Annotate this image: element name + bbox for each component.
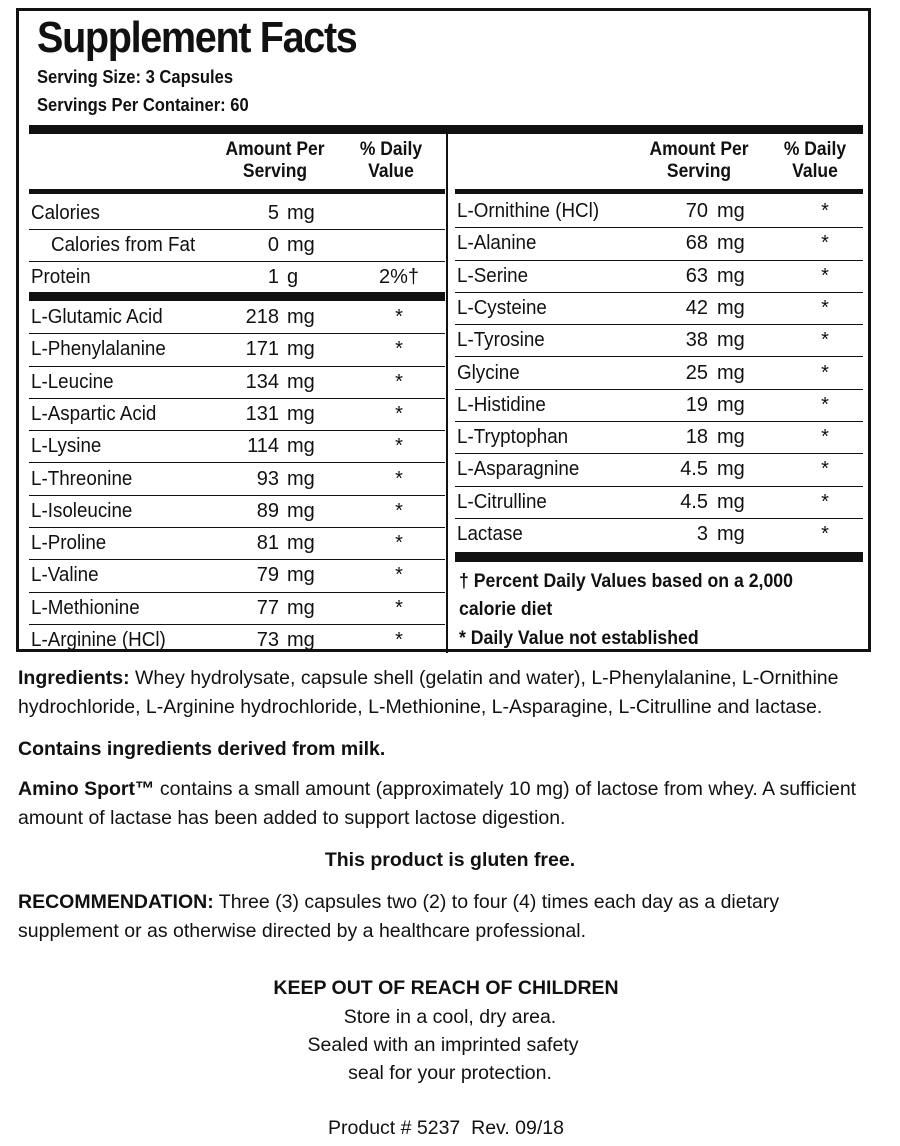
nutrient-amount: 3 [696, 523, 708, 545]
nutrient-row [29, 399, 445, 431]
nutrient-amount: 1 [267, 266, 279, 288]
nutrient-unit: mg [287, 234, 315, 256]
servings-per-container: Servings Per Container: 60 [37, 95, 249, 115]
nutrient-unit: mg [717, 393, 745, 416]
nutrient-daily-value: * [821, 264, 829, 287]
nutrient-amount: 68 [685, 232, 708, 255]
amount-header-line2: Serving [666, 161, 732, 182]
gluten-free-statement: This product is gluten free. [324, 849, 576, 871]
column-divider [446, 133, 448, 653]
nutrient-name: L-Phenylalanine [31, 338, 166, 361]
nutrient-row [455, 519, 863, 551]
nutrient-unit: mg [717, 523, 745, 545]
nutrient-name: L-Threonine [31, 467, 133, 490]
nutrient-name: Protein [31, 266, 91, 288]
nutrient-name: Glycine [457, 361, 520, 384]
nutrient-unit: mg [717, 361, 745, 384]
nutrient-daily-value: * [395, 402, 403, 425]
nutrient-name: L-Glutamic Acid [31, 306, 163, 328]
nutrient-name: Calories from Fat [51, 234, 196, 256]
nutrient-row [29, 560, 445, 592]
nutrient-amount: 19 [685, 393, 708, 416]
nutrient-unit: mg [717, 490, 745, 513]
lactose-paragraph [18, 775, 874, 833]
lactose-text: contains a small amount (approximately 10 mg) of lactose from whey. A sufficient amount of lactase has been added to support lactose digestion. [18, 778, 857, 829]
nutrient-daily-value: * [821, 523, 829, 545]
ingredients-text: Whey hydrolysate, capsule shell (gelatin and water), L-Phenylalanine, L-Ornithine hydrochloride, L-Arginine hydrochloride, L-Methionine, L-Asparagine, L-Citrulline and lactase. [18, 667, 839, 718]
nutrient-unit: mg [287, 467, 315, 490]
nutrient-name: L-Alanine [457, 232, 537, 255]
nutrient-name: L-Proline [31, 532, 107, 555]
nutrient-amount: 5 [267, 202, 279, 224]
nutrient-row [29, 230, 445, 262]
nutrient-row [455, 390, 863, 422]
nutrient-row [29, 593, 445, 625]
nutrient-amount: 89 [256, 499, 279, 522]
nutrient-row [29, 198, 445, 230]
footnote-thick-rule [455, 552, 863, 562]
dv-header-line1: % Daily [783, 139, 847, 160]
right-header-rule [455, 189, 863, 194]
nutrient-daily-value: * [821, 426, 829, 449]
nutrient-daily-value: * [821, 490, 829, 513]
nutrient-row [455, 293, 863, 325]
nutrient-unit: mg [717, 200, 745, 222]
nutrient-unit: mg [287, 596, 315, 619]
nutrient-name: L-Methionine [31, 596, 140, 619]
supplement-facts-panel [16, 8, 871, 652]
nutrient-row [29, 367, 445, 399]
nutrient-name: Calories [31, 202, 100, 224]
nutrient-name: L-Serine [457, 264, 529, 287]
nutrient-name: L-Aspartic Acid [31, 402, 157, 425]
nutrient-unit: mg [287, 499, 315, 522]
right-dv-header [769, 139, 861, 183]
nutrient-unit: mg [287, 370, 315, 393]
nutrient-unit: mg [287, 202, 315, 224]
nutrient-name: L-Leucine [31, 370, 114, 393]
nutrient-amount: 79 [256, 564, 279, 587]
nutrient-name: L-Tryptophan [457, 426, 569, 449]
nutrient-daily-value: * [395, 499, 403, 522]
nutrient-daily-value: * [395, 467, 403, 490]
dv-header-line2: Value [368, 161, 414, 182]
left-dv-header [345, 139, 437, 183]
nutrient-daily-value: * [821, 458, 829, 481]
nutrient-unit: mg [717, 232, 745, 255]
nutrient-amount: 42 [685, 296, 708, 319]
nutrient-daily-value: 2%† [378, 266, 420, 288]
nutrient-name: L-Cysteine [457, 296, 547, 319]
nutrient-unit: mg [287, 629, 315, 651]
nutrient-amount: 63 [685, 264, 708, 287]
nutrient-amount: 38 [685, 329, 708, 352]
nutrient-name: Lactase [457, 523, 523, 545]
amount-header-line1: Amount Per [649, 139, 749, 160]
nutrient-row [29, 496, 445, 528]
storage-line-1: Store in a cool, dry area. [343, 1006, 557, 1028]
nutrient-name: L-Arginine (HCl) [31, 629, 166, 651]
nutrient-unit: g [287, 266, 299, 288]
nutrient-daily-value: * [395, 370, 403, 393]
ingredients-paragraph [18, 664, 874, 722]
footnote-dagger: † Percent Daily Values based on a 2,000 calorie diet [459, 571, 793, 620]
nutrient-amount: 4.5 [680, 490, 708, 513]
nutrient-amount: 4.5 [680, 458, 708, 481]
nutrient-name: L-Valine [31, 564, 99, 587]
amount-header-line1: Amount Per [225, 139, 325, 160]
nutrient-amount: 70 [685, 200, 708, 222]
nutrient-name: L-Ornithine (HCl) [457, 200, 600, 222]
allergen-statement: Contains ingredients derived from milk. [18, 738, 386, 760]
nutrient-daily-value: * [395, 338, 403, 361]
nutrient-name: L-Tyrosine [457, 329, 545, 352]
nutrient-daily-value: * [395, 532, 403, 555]
nutrient-name: L-Lysine [31, 435, 102, 458]
nutrient-unit: mg [717, 329, 745, 352]
panel-title: Supplement Facts [37, 13, 357, 62]
nutrient-daily-value: * [395, 596, 403, 619]
nutrient-amount: 131 [245, 402, 279, 425]
nutrient-row [455, 325, 863, 357]
serving-size: Serving Size: 3 Capsules [37, 67, 234, 87]
nutrient-daily-value: * [821, 200, 829, 222]
nutrient-amount: 0 [267, 234, 279, 256]
nutrient-row [455, 228, 863, 260]
nutrient-amount: 73 [256, 629, 279, 651]
nutrient-daily-value: * [395, 564, 403, 587]
storage-line-3: seal for your protection. [348, 1062, 552, 1084]
nutrient-amount: 77 [256, 596, 279, 619]
nutrient-amount: 18 [685, 426, 708, 449]
nutrient-amount: 114 [247, 435, 279, 458]
nutrient-name: L-Citrulline [457, 490, 547, 513]
nutrient-unit: mg [717, 264, 745, 287]
ingredients-label: Ingredients: [18, 667, 130, 689]
left-header-rule [29, 189, 445, 194]
nutrient-row [455, 261, 863, 293]
footnote-star: * Daily Value not established [459, 628, 699, 649]
recommendation-text: Three (3) capsules two (2) to four (4) times each day as a dietary supplement or as otherwise directed by a healthcare professional. [18, 891, 780, 942]
dv-header-line1: % Daily [359, 139, 423, 160]
nutrient-unit: mg [287, 564, 315, 587]
nutrient-unit: mg [287, 306, 315, 328]
nutrient-daily-value: * [821, 361, 829, 384]
nutrient-unit: mg [717, 458, 745, 481]
nutrient-name: L-Isoleucine [31, 499, 133, 522]
nutrient-row [29, 431, 445, 463]
nutrient-unit: mg [287, 402, 315, 425]
nutrient-daily-value: * [821, 393, 829, 416]
nutrient-row [29, 528, 445, 560]
nutrient-unit: mg [287, 338, 315, 361]
nutrient-name: L-Asparagnine [457, 458, 580, 481]
nutrient-daily-value: * [821, 329, 829, 352]
nutrient-daily-value: * [821, 232, 829, 255]
nutrient-daily-value: * [395, 629, 403, 651]
nutrient-daily-value: * [395, 435, 403, 458]
product-name: Amino Sport™ [18, 778, 155, 800]
nutrient-name: L-Histidine [457, 393, 546, 416]
right-amount-header [635, 139, 764, 183]
nutrient-unit: mg [287, 435, 315, 458]
nutrient-row [455, 358, 863, 390]
nutrient-row [29, 262, 445, 294]
nutrient-row [455, 196, 863, 228]
nutrient-amount: 81 [256, 532, 279, 555]
nutrient-row [29, 464, 445, 496]
recommendation-paragraph [18, 888, 874, 946]
product-number: Product # 5237 Rev. 09/18 [328, 1117, 564, 1139]
nutrient-amount: 171 [245, 338, 279, 361]
nutrient-daily-value: * [821, 296, 829, 319]
nutrient-unit: mg [717, 296, 745, 319]
warning-heading: KEEP OUT OF REACH OF CHILDREN [273, 977, 619, 999]
nutrient-amount: 93 [256, 467, 279, 490]
nutrient-row [29, 334, 445, 366]
dv-header-line2: Value [792, 161, 838, 182]
left-amount-header [211, 139, 340, 183]
amount-header-line2: Serving [242, 161, 308, 182]
nutrient-daily-value: * [395, 306, 403, 328]
nutrient-row [29, 302, 445, 334]
storage-line-2: Sealed with an imprinted safety [307, 1034, 579, 1056]
nutrient-row [29, 625, 445, 657]
nutrient-amount: 218 [245, 306, 279, 328]
nutrient-amount: 25 [685, 361, 708, 384]
nutrient-row [455, 487, 863, 519]
nutrient-row [455, 454, 863, 486]
recommendation-label: RECOMMENDATION: [18, 891, 214, 913]
nutrient-unit: mg [287, 532, 315, 555]
left-protein-rule [29, 292, 445, 301]
nutrient-row [455, 422, 863, 454]
nutrient-amount: 134 [245, 370, 279, 393]
nutrient-unit: mg [717, 426, 745, 449]
